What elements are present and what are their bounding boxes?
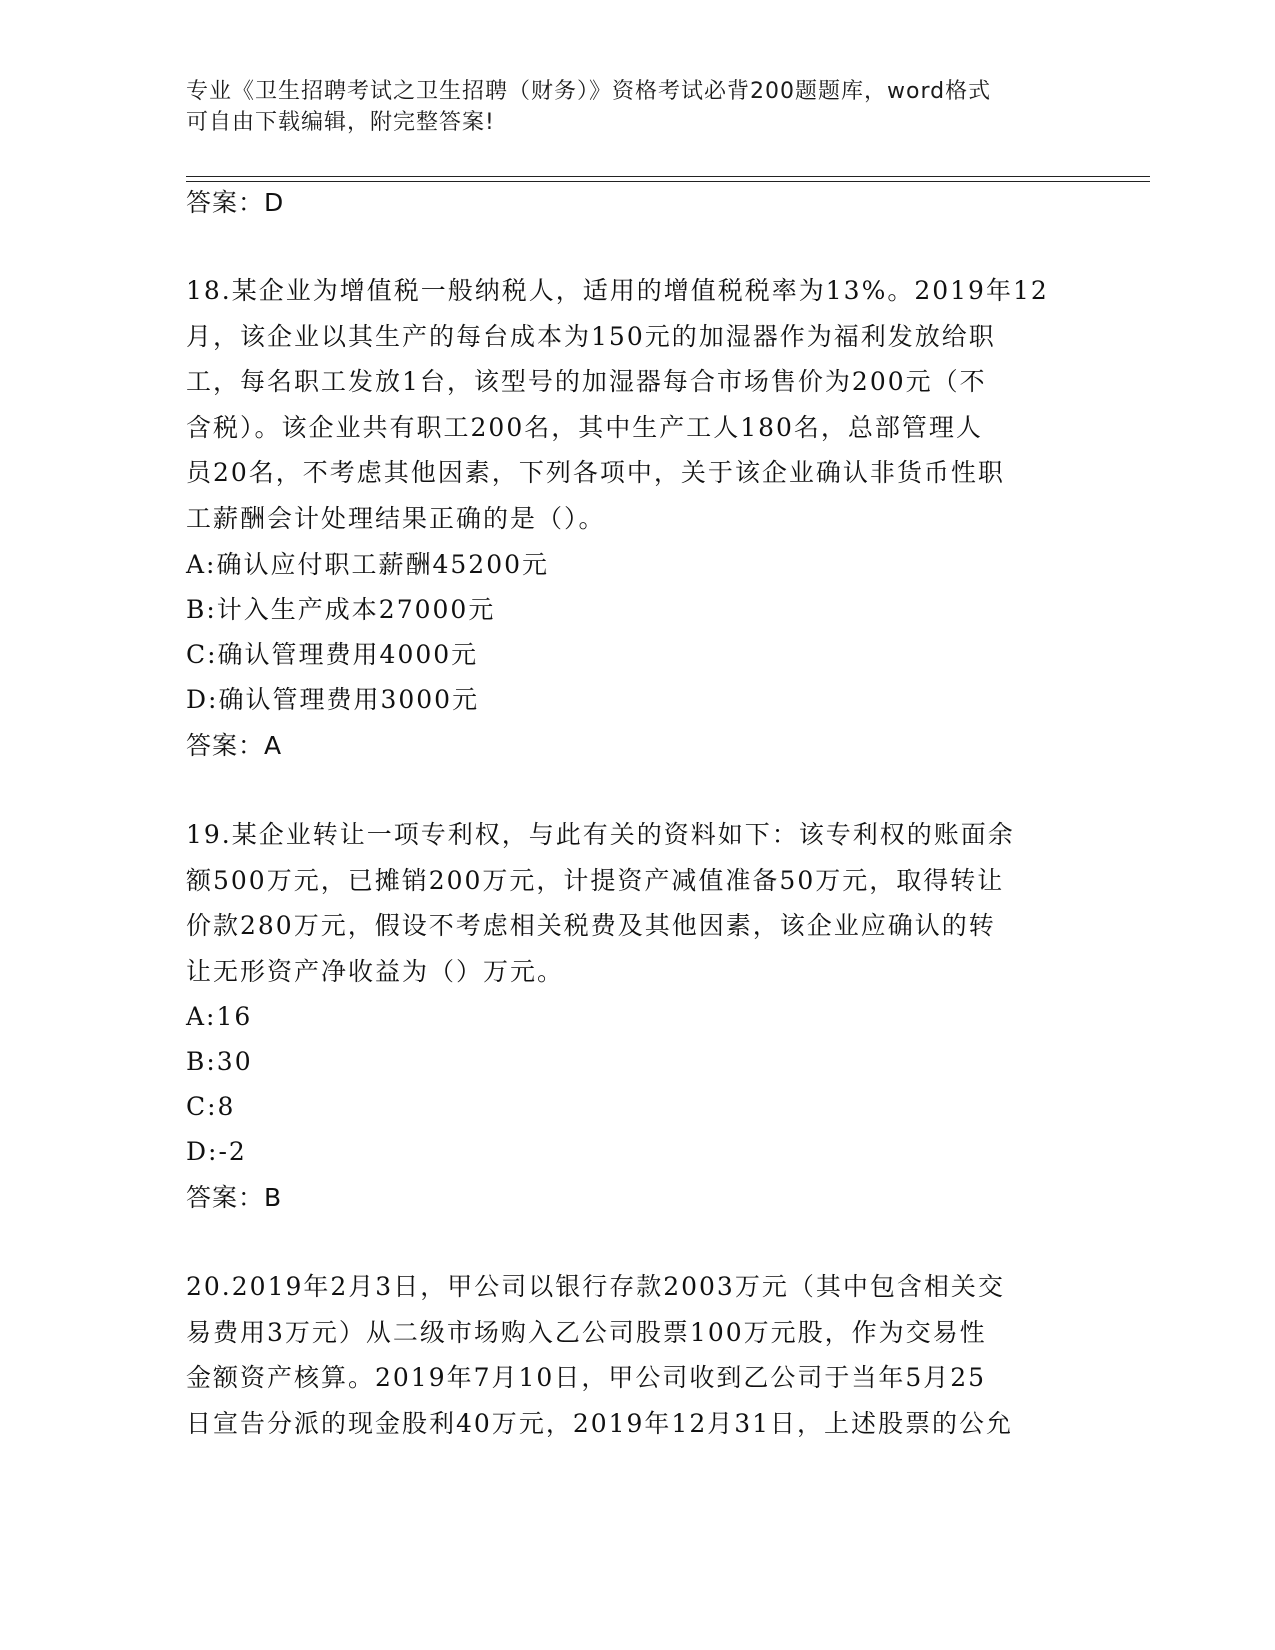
- question-line: 20.2019年2月3日，甲公司以银行存款2003万元（其中包含相关交: [186, 1272, 1005, 1301]
- question-line: 工薪酬会计处理结果正确的是（）。: [186, 503, 606, 533]
- question-19-option-d: D:-2: [186, 1137, 247, 1166]
- question-18-option-b: B:计入生产成本27000元: [186, 595, 496, 624]
- question-line: 19.某企业转让一项专利权，与此有关的资料如下：该专利权的账面余: [186, 820, 1015, 849]
- question-line: 易费用3万元）从二级市场购入乙公司股票100万元股，作为交易性: [186, 1317, 987, 1347]
- question-18-answer: 答案：A: [186, 731, 283, 760]
- question-18-option-d: D:确认管理费用3000元: [186, 685, 480, 714]
- question-19-answer: 答案：B: [186, 1183, 283, 1212]
- question-19-option-a: A:16: [186, 1002, 253, 1031]
- question-line: 日宣告分派的现金股利40万元，2019年12月31日，上述股票的公允: [186, 1408, 1014, 1438]
- question-line: 18.某企业为增值税一般纳税人，适用的增值税税率为13%。2019年12: [186, 276, 1049, 305]
- question-line: 含税）。该企业共有职工200名，其中生产工人180名，总部管理人: [186, 412, 983, 442]
- question-19-option-b: B:30: [186, 1047, 253, 1076]
- header-line-1: 专业《卫生招聘考试之卫生招聘（财务）》资格考试必背200题题库，word格式: [186, 79, 992, 104]
- question-line: 额500万元，已摊销200万元，计提资产减值准备50万元，取得转让: [186, 865, 1005, 895]
- question-line: 工，每名职工发放1台，该型号的加湿器每合市场售价为200元（不: [186, 367, 987, 396]
- previous-answer: 答案：D: [186, 188, 285, 217]
- question-19-option-c: C:8: [186, 1092, 236, 1121]
- question-20-text: [186, 1264, 1086, 1446]
- document-header: [186, 76, 1086, 138]
- question-19-text: [186, 812, 1086, 994]
- question-18-option-a: A:确认应付职工薪酬45200元: [186, 550, 550, 579]
- question-line: 金额资产核算。2019年7月10日，甲公司收到乙公司于当年5月25: [186, 1363, 987, 1392]
- question-line: 价款280万元，假设不考虑相关税费及其他因素，该企业应确认的转: [186, 911, 996, 940]
- question-line: 员20名，不考虑其他因素，下列各项中，关于该企业确认非货币性职: [186, 458, 1005, 487]
- header-divider-top: [186, 176, 1150, 177]
- question-18-text: [186, 268, 1086, 541]
- header-divider-bottom: [186, 181, 1150, 182]
- question-line: 让无形资产净收益为（）万元。: [186, 956, 565, 986]
- question-18-option-c: C:确认管理费用4000元: [186, 640, 479, 669]
- header-line-2: 可自由下载编辑，附完整答案!: [186, 110, 495, 135]
- question-line: 月，该企业以其生产的每台成本为150元的加湿器作为福利发放给职: [186, 321, 996, 351]
